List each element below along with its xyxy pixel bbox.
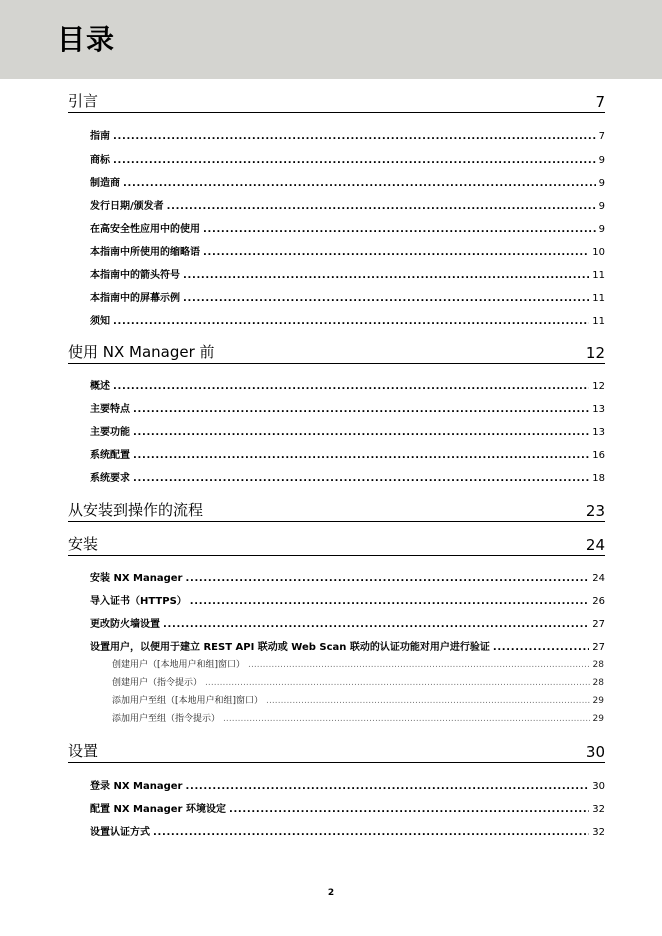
toc-chapter[interactable]	[68, 342, 605, 364]
toc-entry[interactable]	[90, 290, 605, 304]
toc-entry[interactable]	[90, 824, 605, 838]
chapter-title: 使用 NX Manager 前	[68, 343, 215, 361]
dot-leader	[205, 678, 590, 688]
entry-title: 登录 NX Manager	[90, 781, 183, 792]
entry-title: 商标	[90, 155, 110, 166]
dot-leader	[223, 714, 590, 724]
entry-page: 7	[598, 131, 605, 142]
toc-entry[interactable]	[90, 175, 605, 189]
toc-entry[interactable]	[90, 198, 605, 212]
entry-page: 26	[592, 596, 605, 607]
dot-leader	[248, 660, 590, 670]
toc-entry[interactable]	[90, 128, 605, 142]
entry-page: 9	[598, 201, 605, 212]
chapter-page: 7	[595, 93, 605, 111]
subentry-page: 29	[592, 714, 604, 724]
entry-page: 16	[592, 450, 605, 461]
toc-entry[interactable]	[90, 313, 605, 327]
toc-chapter[interactable]	[68, 91, 605, 113]
dot-leader	[203, 224, 596, 235]
dot-leader	[185, 573, 589, 584]
toc-entry[interactable]	[90, 152, 605, 166]
toc-entry[interactable]	[90, 267, 605, 281]
dot-leader	[113, 131, 596, 142]
toc-entry[interactable]	[90, 778, 605, 792]
entry-title: 须知	[90, 316, 110, 327]
dot-leader	[190, 596, 589, 607]
entry-title: 安装 NX Manager	[90, 573, 183, 584]
page-title: 目录	[57, 23, 116, 56]
chapter-title: 从安装到操作的流程	[68, 501, 204, 519]
dot-leader	[183, 293, 589, 304]
subentry-page: 28	[592, 660, 604, 670]
dot-leader	[133, 473, 589, 484]
entry-title: 制造商	[90, 178, 120, 189]
entry-page: 13	[592, 404, 605, 415]
dot-leader	[133, 427, 589, 438]
subentry-title: 添加用户至组（指令提示）	[112, 714, 221, 724]
entry-page: 9	[598, 224, 605, 235]
subentry-title: 添加用户至组（[本地用户和组]窗口）	[112, 696, 264, 706]
chapter-page: 30	[585, 743, 605, 761]
dot-leader	[113, 316, 589, 327]
entry-page: 10	[592, 247, 605, 258]
toc-chapter[interactable]	[68, 534, 605, 556]
entry-page: 24	[592, 573, 605, 584]
entry-page: 13	[592, 427, 605, 438]
entry-page: 27	[592, 642, 605, 653]
entry-title: 系统配置	[90, 450, 130, 461]
dot-leader	[493, 642, 589, 653]
toc-entry[interactable]	[90, 593, 605, 607]
subentry-page: 29	[592, 696, 604, 706]
entry-title: 主要功能	[90, 427, 130, 438]
entry-page: 18	[592, 473, 605, 484]
toc-entry[interactable]	[90, 470, 605, 484]
dot-leader	[153, 827, 589, 838]
dot-leader	[185, 781, 589, 792]
entry-title: 系统要求	[90, 473, 130, 484]
entry-title: 本指南中的箭头符号	[90, 270, 180, 281]
toc-subentry[interactable]	[112, 658, 604, 670]
dot-leader	[183, 270, 589, 281]
subentry-title: 创建用户（[本地用户和组]窗口）	[112, 660, 246, 670]
entry-title: 配置 NX Manager 环境设定	[90, 804, 226, 815]
dot-leader	[133, 404, 589, 415]
toc-entry[interactable]	[90, 639, 605, 653]
toc-entry[interactable]	[90, 570, 605, 584]
toc-entry[interactable]	[90, 616, 605, 630]
chapter-page: 24	[585, 536, 605, 554]
entry-page: 11	[592, 293, 605, 304]
chapter-title: 安装	[68, 535, 99, 553]
entry-title: 指南	[90, 131, 110, 142]
entry-page: 9	[598, 155, 605, 166]
entry-title: 发行日期/颁发者	[90, 201, 164, 212]
toc-subentry[interactable]	[112, 676, 604, 688]
toc-entry[interactable]	[90, 401, 605, 415]
entry-title: 导入证书（HTTPS）	[90, 596, 187, 607]
entry-title: 本指南中的屏幕示例	[90, 293, 180, 304]
entry-title: 本指南中所使用的缩略语	[90, 247, 200, 258]
chapter-title: 引言	[68, 92, 99, 110]
chapter-page: 12	[585, 344, 605, 362]
dot-leader	[229, 804, 589, 815]
entry-page: 9	[598, 178, 605, 189]
entry-page: 32	[592, 827, 605, 838]
dot-leader	[113, 155, 596, 166]
entry-page: 32	[592, 804, 605, 815]
entry-page: 12	[592, 381, 605, 392]
chapter-title: 设置	[68, 742, 99, 760]
entry-title: 概述	[90, 381, 110, 392]
dot-leader	[123, 178, 596, 189]
dot-leader	[163, 619, 589, 630]
toc-entry[interactable]	[90, 447, 605, 461]
entry-title: 设置认证方式	[90, 827, 150, 838]
toc-entry[interactable]	[90, 424, 605, 438]
toc-chapter[interactable]	[68, 741, 605, 763]
entry-title: 设置用户，以便用于建立 REST API 联动或 Web Scan 联动的认证功能对用户进行验证	[90, 642, 490, 653]
chapter-page: 23	[585, 502, 605, 520]
dot-leader	[113, 381, 589, 392]
toc-subentry[interactable]	[112, 694, 604, 706]
toc-subentry[interactable]	[112, 712, 604, 724]
dot-leader	[203, 247, 589, 258]
dot-leader	[133, 450, 589, 461]
entry-title: 主要特点	[90, 404, 130, 415]
entry-page: 30	[592, 781, 605, 792]
entry-title: 更改防火墙设置	[90, 619, 160, 630]
entry-page: 27	[592, 619, 605, 630]
dot-leader	[167, 201, 596, 212]
toc-entry[interactable]	[90, 378, 605, 392]
dot-leader	[266, 696, 590, 706]
entry-title: 在高安全性应用中的使用	[90, 224, 200, 235]
entry-page: 11	[592, 270, 605, 281]
toc-entry[interactable]	[90, 801, 605, 815]
subentry-title: 创建用户（指令提示）	[112, 678, 203, 688]
toc-chapter[interactable]	[68, 500, 605, 522]
toc-entry[interactable]	[90, 244, 605, 258]
entry-page: 11	[592, 316, 605, 327]
page-number: 2	[327, 888, 335, 898]
toc-entry[interactable]	[90, 221, 605, 235]
subentry-page: 28	[592, 678, 604, 688]
